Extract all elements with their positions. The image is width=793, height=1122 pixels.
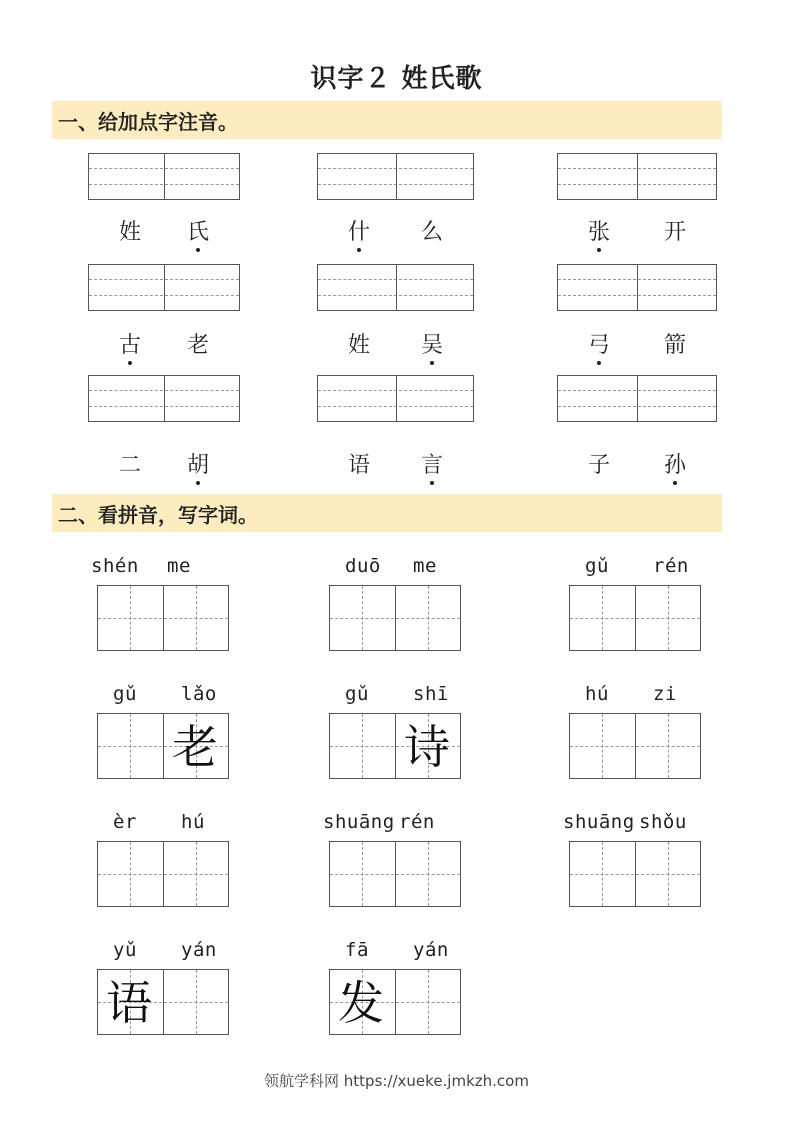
pinyin-answer-box[interactable] xyxy=(88,375,240,422)
character-right: 开 xyxy=(663,220,686,245)
pinyin-answer-box[interactable] xyxy=(317,153,474,200)
pinyin-syllable-1: gǔ xyxy=(585,555,609,577)
character-right: 孙 xyxy=(655,448,695,479)
pinyin-syllable-1: èr xyxy=(113,811,137,833)
character-right: 吴 xyxy=(412,328,452,359)
writing-grid[interactable] xyxy=(569,841,701,907)
pinyin-syllable-2: shī xyxy=(413,683,449,705)
pinyin-answer-box[interactable] xyxy=(557,375,717,422)
character-right: 胡 xyxy=(178,448,218,479)
character-left: 古 xyxy=(110,328,150,359)
character-left: 姓 xyxy=(347,333,370,358)
prefilled-character: 语 xyxy=(106,976,152,1030)
writing-grid[interactable] xyxy=(97,969,229,1035)
section-1-heading-band xyxy=(52,101,722,139)
writing-grid[interactable] xyxy=(569,713,701,779)
pinyin-syllable-1: fā xyxy=(345,939,369,961)
character-left: 姓 xyxy=(118,220,141,245)
page-title: 识字２ 姓氏歌 xyxy=(310,64,483,94)
pinyin-syllable-1: shén xyxy=(91,555,139,577)
pinyin-syllable-2: shǒu xyxy=(639,811,687,833)
character-right: 言 xyxy=(412,448,452,479)
pinyin-syllable-1: shuāng xyxy=(563,811,635,833)
section-2-heading-band xyxy=(52,494,722,532)
character-left: 语 xyxy=(347,453,370,478)
pinyin-syllable-1: gǔ xyxy=(113,683,137,705)
pinyin-syllable-1: duō xyxy=(345,555,381,577)
writing-grid[interactable] xyxy=(569,585,701,651)
pinyin-syllable-1: gǔ xyxy=(345,683,369,705)
pinyin-syllable-1: hú xyxy=(585,683,609,705)
character-left: 什 xyxy=(339,215,379,246)
character-left: 二 xyxy=(118,453,141,478)
pinyin-answer-box[interactable] xyxy=(88,264,240,311)
section-2-heading: 二、看拼音，写字词。 xyxy=(58,503,258,527)
pinyin-syllable-2: rén xyxy=(653,555,689,577)
character-right: 么 xyxy=(420,220,443,245)
pinyin-syllable-2: me xyxy=(167,555,191,577)
prefilled-character: 发 xyxy=(338,976,384,1030)
pinyin-syllable-2: rén xyxy=(399,811,435,833)
footer-watermark: 领航学科网 https://xueke.jmkzh.com xyxy=(264,1072,529,1090)
writing-grid[interactable] xyxy=(97,841,229,907)
writing-grid[interactable] xyxy=(97,585,229,651)
pinyin-syllable-1: yǔ xyxy=(113,939,137,961)
pinyin-answer-box[interactable] xyxy=(88,153,240,200)
section-1-heading: 一、给加点字注音。 xyxy=(58,110,238,134)
pinyin-syllable-2: hú xyxy=(181,811,205,833)
character-right: 老 xyxy=(186,333,209,358)
pinyin-answer-box[interactable] xyxy=(557,153,717,200)
pinyin-syllable-1: shuāng xyxy=(323,811,395,833)
writing-grid[interactable] xyxy=(329,969,461,1035)
pinyin-answer-box[interactable] xyxy=(317,264,474,311)
character-left: 张 xyxy=(579,215,619,246)
prefilled-character: 老 xyxy=(172,720,218,774)
pinyin-syllable-2: yán xyxy=(413,939,449,961)
writing-grid[interactable] xyxy=(329,841,461,907)
prefilled-character: 诗 xyxy=(404,720,450,774)
pinyin-syllable-2: me xyxy=(413,555,437,577)
pinyin-answer-box[interactable] xyxy=(557,264,717,311)
character-left: 弓 xyxy=(579,328,619,359)
pinyin-syllable-2: lǎo xyxy=(181,683,217,705)
character-right: 箭 xyxy=(663,333,686,358)
character-right: 氏 xyxy=(178,215,218,246)
writing-grid[interactable] xyxy=(329,713,461,779)
pinyin-syllable-2: zi xyxy=(653,683,677,705)
character-left: 子 xyxy=(587,453,610,478)
writing-grid[interactable] xyxy=(97,713,229,779)
pinyin-answer-box[interactable] xyxy=(317,375,474,422)
pinyin-syllable-2: yán xyxy=(181,939,217,961)
writing-grid[interactable] xyxy=(329,585,461,651)
